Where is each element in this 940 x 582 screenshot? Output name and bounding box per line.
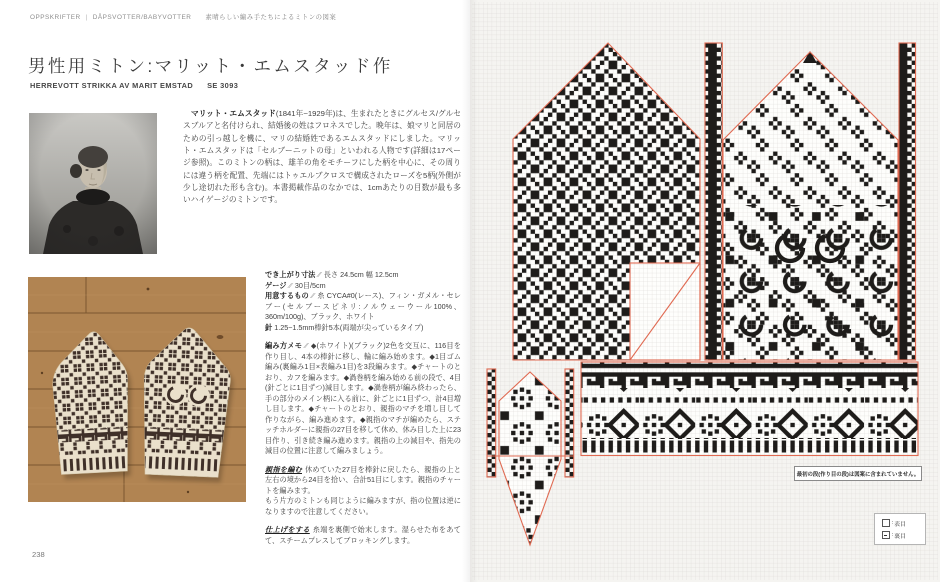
intro-lead: マリット・エムスタッド [191, 109, 276, 118]
materials-label: 用意するもの [265, 291, 309, 301]
specs-block [265, 270, 461, 333]
yarn-value: 糸 CYCA#0(レース)、フィン・ガメル・セレブー(セルブースピネリ:ノルウェーウール100%、360m/100g)、ブラック、ホワイト [265, 291, 461, 322]
memo-label: 編み方メモ [265, 341, 303, 351]
subtitle-text: HERREVOTT STRIKKA AV MARIT EMSTAD [30, 81, 194, 90]
legend-row-purl [882, 531, 925, 540]
spread-gutter [462, 0, 478, 582]
legend-separator: : [891, 520, 894, 526]
mirror-note: もう片方のミトンも同じように編みますが、指の位置は逆になりますので注意してください。 [265, 496, 461, 516]
memo-text: ◆(ホワイト)(ブラック)2色を交互に、116目を作り目し、4本の棒針に移し、輪に編み始めます。◆1目ゴム編み(裏編み1目×表編み1目)を3段編みます。◆チャートのとおり、カフを編みます。◆渦巻柄を編み始める前の段で、4目(針ごとに1目ずつ)減目します。◆渦巻柄が編み終わったら、手の部分のメイン柄に入る前に、針ごとに1目ずつ、計4目増し目します。◆チャートのとおり、親指のマチを増し目して作りながら、編み進めます。◆親指のマチが編めたら、ステッチホルダーに親指の27目を移して休め、休み目した上に23目作り、引き続き編み進めます。親指の上の減目や、指先の減目の位置に注意して編みましょう。 [265, 341, 461, 456]
cuff-chart [581, 362, 918, 456]
intro-paragraph [183, 108, 461, 207]
diamond-star-band [581, 388, 918, 438]
thumb-step-block [265, 465, 461, 518]
side-band-column-right [899, 43, 916, 360]
running-head-subtitle: 素晴らしい編み手たちによるミトンの図案 [205, 14, 337, 21]
cast-on-note [794, 466, 922, 481]
knitting-chart-page [470, 0, 940, 582]
size-value: 長さ 24.5cm 幅 12.5cm [323, 270, 399, 279]
running-head-category: OPPSKRIFTER [30, 14, 81, 21]
legend-separator: : [891, 532, 894, 538]
stitch-legend [874, 513, 926, 545]
intro-body: (1841年~1929年)は、生まれたときにグルセス/グルセスブルアと名付けられ、結婚後の姓はフロネスでした。晩年は、娘マリと同居のための引っ越しを機に、マリの結婚姓であるエムスタッドにしました。マリット・エムスタッドは「セルブーニットの母」といわれる人物です(詳細は17ページ参照)。このミトンの柄は、雄羊の角をモチーフにした柄を中心に、その周りには違う柄を配置、先端にはトゥエルブクロスで構成されたローズを5柄(外側が少し途切れた形も含む)。本書掲載作品のなかでは、1cmあたりの目数が最も多いハイゲージのミトンです。 [183, 109, 461, 205]
portrait-photo [29, 113, 157, 254]
slash-divider-icon: ⁄⁄ [289, 280, 292, 290]
purl-label: 裏目 [894, 533, 906, 540]
pattern-code: SE 3093 [207, 81, 239, 90]
mittens-photo [28, 277, 246, 502]
slash-divider-icon: ⁄⁄ [305, 341, 308, 351]
finish-step-label: 仕上げをする [265, 525, 310, 535]
finish-step-text: 糸端を裏側で始末します。湿らせた布をあてて、スチームプレスしてブロッキングします。 [265, 525, 461, 545]
running-head-section: DÅPSVOTTER/BABYVOTTER [92, 14, 192, 21]
right-page [470, 0, 940, 582]
knit-label: 表目 [894, 521, 906, 528]
size-label: でき上がり寸法 [265, 270, 316, 279]
purl-stitch-icon [882, 531, 890, 539]
rib-band [581, 438, 918, 456]
page-title: 男性用ミトン:マリット・エムスタッド作 [28, 56, 393, 76]
legend-row-knit [882, 519, 925, 528]
slash-divider-icon: ⁄⁄ [311, 291, 315, 301]
thumb-step-label: 親指を編む [265, 464, 302, 474]
cast-on-note-text: 最初の段(作り目の段)は図案に含まれていません。 [796, 471, 920, 478]
running-head [30, 12, 336, 21]
page-number: 238 [32, 550, 45, 559]
slash-divider-icon: ⁄⁄ [318, 270, 321, 279]
gauge-value: 30目/5cm [294, 280, 326, 290]
knit-stitch-icon [882, 519, 890, 527]
memo-block [265, 341, 461, 457]
instructions-column [265, 270, 461, 554]
gauge-label: ゲージ [265, 280, 287, 290]
needle-value: 1.25~1.5mm棒針5本(両端が尖っているタイプ) [274, 322, 424, 332]
finish-step-block [265, 525, 461, 546]
needle-label: 針 [265, 322, 273, 332]
running-head-separator: | [85, 14, 88, 21]
meander-band [581, 362, 918, 388]
page-subtitle [30, 81, 238, 90]
thumb-step-text: 休めていた27目を棒針に戻したら、親指の上と左右の境から24目を拾い、合計51目にします。親指のチャートを編みます。 [265, 464, 461, 495]
side-band-column-left [705, 43, 722, 360]
